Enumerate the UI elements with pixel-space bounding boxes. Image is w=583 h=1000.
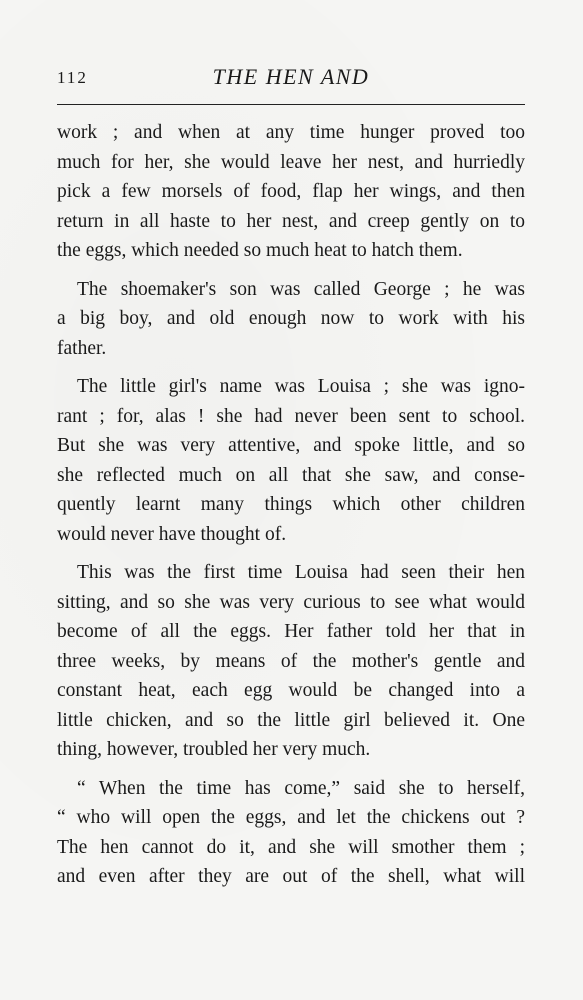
text-line: three weeks, by means of the mother's gentle and <box>57 650 525 672</box>
text-line: The shoemaker's son was called George ; he was <box>77 278 525 300</box>
text-line: would never have thought of. <box>57 523 287 545</box>
text-line: father. <box>57 337 107 359</box>
paragraph <box>57 558 525 765</box>
text-line: she reflected much on all that she saw, and conse- <box>57 464 525 486</box>
text-line: This was the first time Louisa had seen their hen <box>77 562 525 583</box>
page-number: 112 <box>57 68 88 87</box>
page-header <box>57 60 525 100</box>
text-line: little chicken, and so the little girl believed it. One <box>57 709 525 731</box>
text-line: sitting, and so she was very curious to see what would <box>57 591 525 613</box>
text-line: return in all haste to her nest, and creep gently on to <box>57 210 525 232</box>
body-text <box>57 118 525 901</box>
text-line: “ who will open the eggs, and let the chickens out ? <box>57 807 525 828</box>
paragraph <box>57 118 525 266</box>
text-line: rant ; for, alas ! she had never been sent to school. <box>57 405 525 427</box>
text-line: much for her, she would leave her nest, and hurriedly <box>57 151 525 173</box>
paragraph <box>57 774 525 892</box>
header-rule <box>57 104 525 105</box>
text-line: pick a few morsels of food, flap her wings, and then <box>57 181 525 202</box>
paragraph <box>57 372 525 549</box>
paragraph <box>57 275 525 364</box>
text-line: The hen cannot do it, and she will smother them ; <box>57 836 525 858</box>
running-title: THE HEN AND <box>212 64 370 89</box>
text-line: constant heat, each egg would be changed into a <box>57 680 525 701</box>
text-line: the eggs, which needed so much heat to hatch them. <box>57 240 463 261</box>
text-line: quently learnt many things which other children <box>57 494 525 515</box>
text-line: become of all the eggs. Her father told her that in <box>57 621 525 642</box>
text-line: “ When the time has come,” said she to herself, <box>77 777 525 799</box>
text-line: work ; and when at any time hunger proved too <box>57 122 525 143</box>
text-line: thing, however, troubled her very much. <box>57 739 371 760</box>
text-line: But she was very attentive, and spoke little, and so <box>57 435 525 456</box>
text-line: and even after they are out of the shell, what will <box>57 866 525 887</box>
text-line: The little girl's name was Louisa ; she was igno- <box>77 376 525 397</box>
text-line: a big boy, and old enough now to work with his <box>57 308 525 329</box>
